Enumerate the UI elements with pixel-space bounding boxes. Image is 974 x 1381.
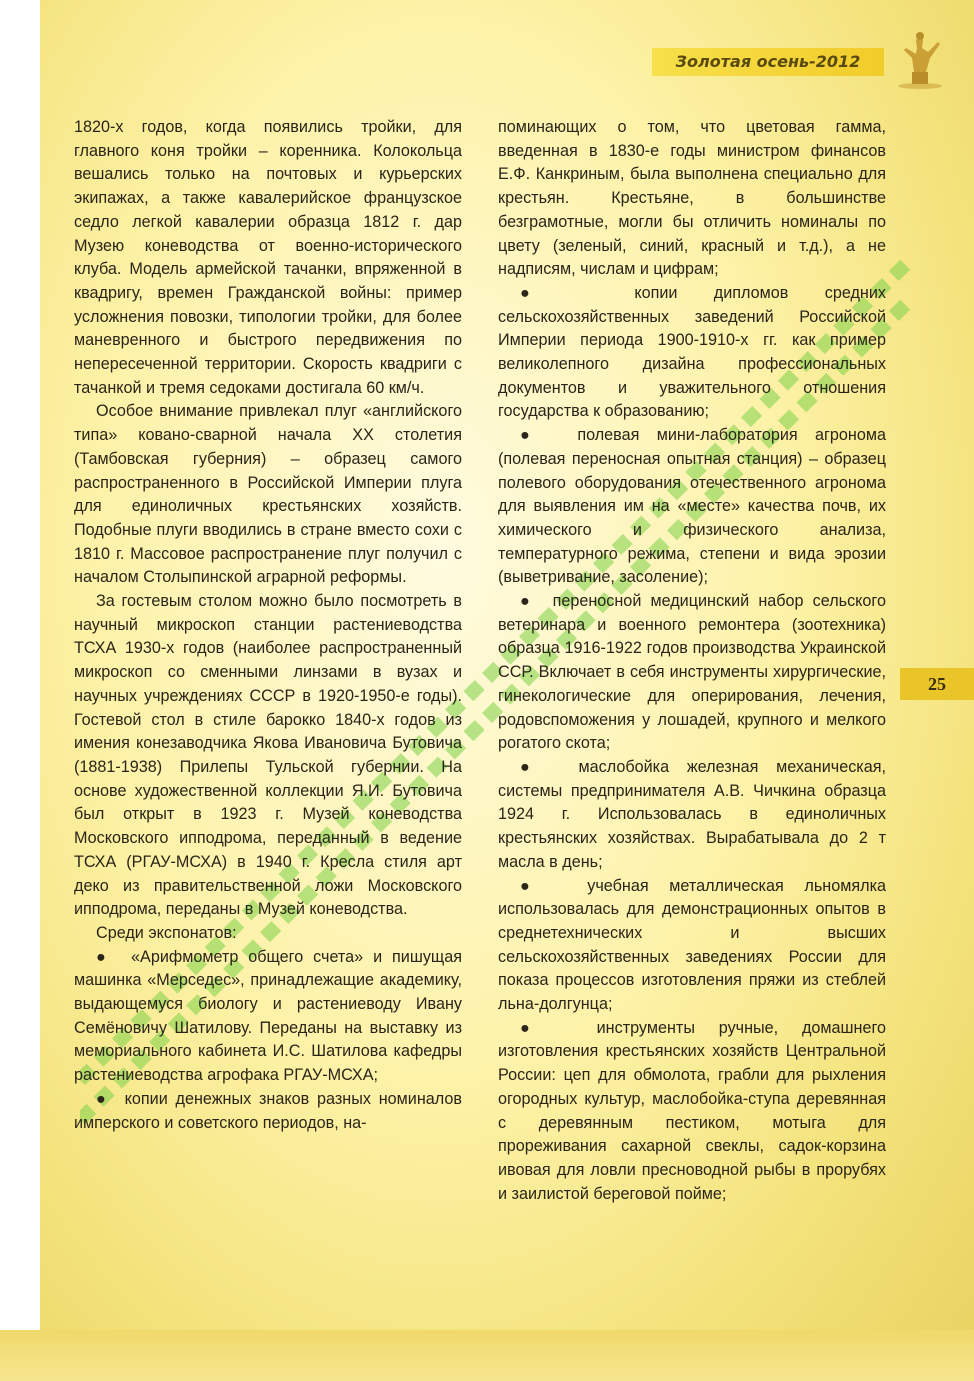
bullet-icon: ●: [520, 426, 543, 445]
list-item: [498, 590, 886, 756]
header-title: Золотая осень-2012: [675, 52, 861, 71]
list-item-text: копии дипломов средних сельскохозяйственных заведений Российской Империи периода 1900-1910-х гг. как пример великолепного дизайна профессиональных документов и уважительного отношения государства к образованию;: [498, 283, 886, 421]
bullet-icon: ●: [520, 757, 544, 776]
paragraph: За гостевым столом можно было посмотреть в научный микроскоп станции растениеводства ТСХА 1930-х годов (наиболее распространенный микроскоп со сменными линзами в вузах и научных учреждениях СССР в 1920-1950-е годы). Гостевой стол в стиле барокко 1840-х годов из имения конезаводчика Якова Ивановича Бутовича (1881-1938) Прилепы Тульской губернии. На основе художественной коллекции Я.И. Бутовича был открыт в 1923 г. Музей коневодства Московского ипподрома, переданный в ведение ТСХА (РГАУ-МСХА) в 1940 г. Кресла стиля арт деко из правительственной ложи Московского ипподрома, переданы в Музей коневодства.: [74, 592, 462, 919]
list-item: [498, 875, 886, 1017]
page-bottom-band: [0, 1330, 974, 1381]
list-item: [498, 424, 886, 590]
paragraph: поминающих о том, что цветовая гамма, введенная в 1830-е годы министром финансов Е.Ф. Канкриным, была выполнена специально для крестьян. Крестьяне, в большинстве безграмотные, могли бы отличить номиналы по цвету (зеленый, синий, красный и т.д.), а не надписям, числам и цифрам;: [498, 118, 886, 279]
left-column: [74, 116, 462, 1135]
right-column: [498, 116, 886, 1206]
list-item-text: переносной медицинский набор сельского ветеринара и военного ремонтера (зоотехника) образца 1916-1922 годов производства Украинской ССР. Включает в себя инструменты хирургические, гинекологические для оперирования, лечения, родовспоможения у лошадей, крупного и мелкого рогатого скота;: [498, 592, 886, 753]
page-left-margin: [0, 0, 40, 1381]
list-item-text: «Арифмометр общего счета» и пишущая машинка «Мерседес», принадлежащие академику, выдающемуся биологу и растениеводу Ивану Семёновичу Шатилову. Переданы на выставку из мемориального кабинета И.С. Шатилова кафедры растениеводства агрофака РГАУ-МСХА;: [74, 947, 463, 1085]
bullet-icon: ●: [520, 283, 562, 302]
list-item-text: маслобойка железная механическая, системы предпринимателя А.В. Чичкина образца 1924 г. Использовалась в единоличных крестьянских хозяйствах. Вырабатывала до 2 т масла в день;: [498, 757, 887, 871]
paragraph: Среди экспонатов:: [96, 923, 237, 942]
list-item-text: инструменты ручные, домашнего изготовления крестьянских хозяйств Центральной России: цеп для обмолота, грабли для рыхления огородных культур, маслобойка-ступа деревянная с деревянным пестиком, мотыга для прореживания сахарной свеклы, садок-корзина ивовая для ловли пресноводной рыбы в прорубях и заилистой береговой пойме;: [498, 1018, 886, 1203]
list-item: [498, 282, 886, 424]
bullet-icon: ●: [96, 947, 112, 966]
list-item-text: полевая мини-лаборатория агронома (полевая переносная опытная станция) – образец полевого оборудования отечественного агронома для выявления им на «месте» качества почв, их химического и физического анализа, температурного режима, степени и вида эрозии (выветривание, засоление);: [498, 426, 886, 587]
bullet-icon: ●: [520, 592, 535, 611]
page-number: 25: [928, 674, 946, 694]
bullet-icon: ●: [96, 1089, 110, 1108]
paragraph: 1820-х годов, когда появились тройки, для главного коня тройки – коренника. Колокольца вешались только на почтовых и курьерских экипажах, а также кавалерийское французское седло легкой кавалерии образца 1812 г. дар Музею коневодства от военно-исторического клуба. Модель армейской тачанки, впряженной в квадригу, времен Гражданской войны: пример усложнения повозки, типологии тройки, для более маневренного и быстрого передвижения по непересеченной территории. Скорость квадриги с тачанкой и тремя седоками достигала 60 км/ч.: [74, 118, 462, 397]
list-item-text: учебная металлическая льномялка использовалась для демонстрационных опытов в среднетехнических и высших сельскохозяйственных заведениях России для показа процессов изготовления пряжи из стеблей льна-долгунца;: [498, 876, 887, 1014]
list-item: [74, 1088, 462, 1135]
list-item-text: копии денежных знаков разных номиналов имперского и советского периодов, на-: [74, 1089, 462, 1132]
paragraph: Особое внимание привлекал плуг «английского типа» ковано-сварной начала XX столетия (Тамбовская губерния) – образец самого распространенного в Российской Империи плуга для единоличных крестьянских хозяйств. Подобные плуги вводились в стране вместо сохи с 1810 г. Массовое распространение плуг получил с началом Столыпинской аграрной реформы.: [74, 402, 462, 587]
bullet-icon: ●: [520, 1018, 550, 1037]
bullet-icon: ●: [520, 876, 546, 895]
statue-logo-icon: [892, 28, 948, 90]
list-item: [498, 756, 886, 875]
list-item: [74, 946, 462, 1088]
list-item: [498, 1017, 886, 1207]
